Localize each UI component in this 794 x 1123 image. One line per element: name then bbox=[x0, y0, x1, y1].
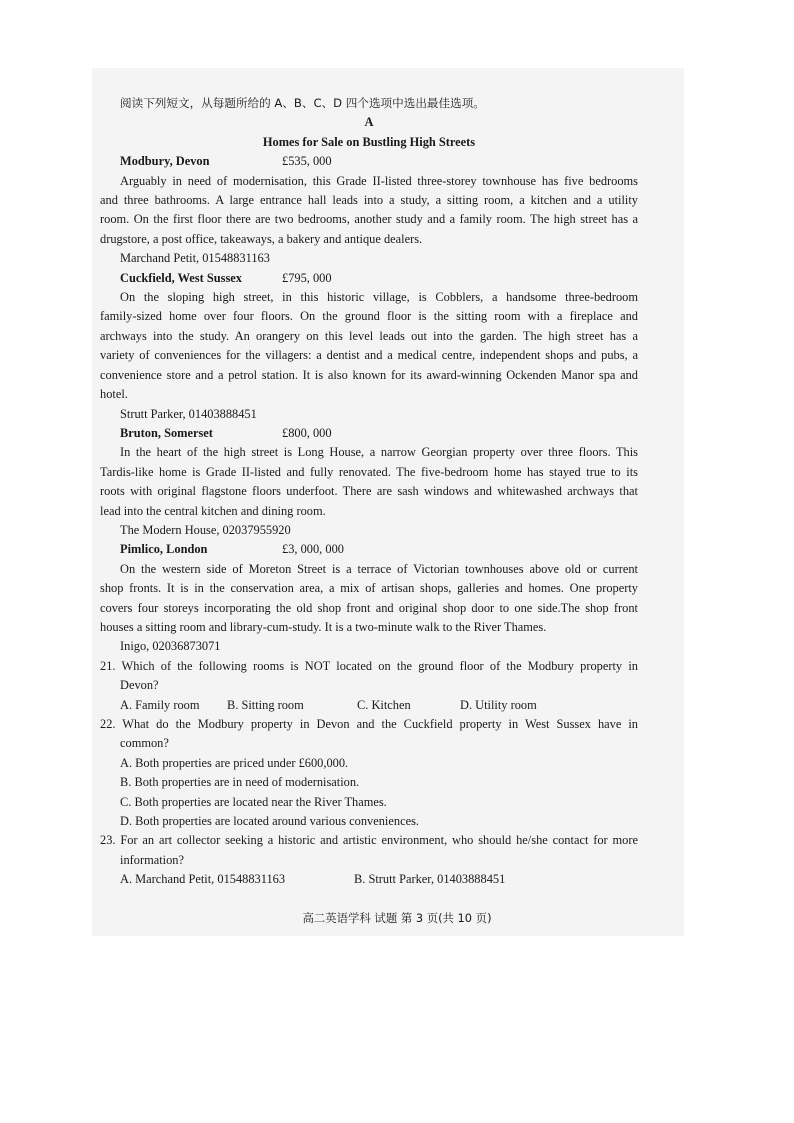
page-footer: 高二英语学科 试题 第 3 页(共 10 页) bbox=[302, 911, 492, 925]
listing-price: £800, 000 bbox=[282, 425, 332, 440]
listing-description bbox=[100, 443, 638, 521]
question-stem: 21. Which of the following rooms is NOT located on the ground floor of the Modbury property in bbox=[100, 658, 638, 673]
text-line: shop fronts. It is in the conservation area, a mix of artisan shops, galleries and homes. One property bbox=[100, 581, 638, 596]
listing-heading bbox=[100, 424, 638, 443]
text-line: variety of conveniences for the villagers: a dentist and a medical centre, independent shops and pubs, a bbox=[100, 348, 638, 363]
text-line: Tardis-like home is Grade II-listed and fully renovated. The five-bedroom home has stayed true to its bbox=[100, 464, 638, 479]
option-c[interactable]: C. Both properties are located near the River Thames. bbox=[120, 794, 387, 809]
option-a[interactable]: A. Marchand Petit, 01548831163 bbox=[120, 872, 286, 887]
listing-contact: Inigo, 02036873071 bbox=[120, 639, 221, 654]
question-options-row bbox=[100, 696, 638, 715]
option-b[interactable]: B. Both properties are in need of modernisation. bbox=[120, 775, 360, 790]
listing-heading bbox=[100, 152, 638, 171]
option-b[interactable]: B. Strutt Parker, 01403888451 bbox=[354, 872, 506, 887]
question-options-row bbox=[100, 870, 638, 889]
question-stem-cont: common? bbox=[120, 736, 169, 751]
text-line: drugstore, a post office, takeaways, a bakery and antique dealers. bbox=[100, 231, 423, 246]
option-c[interactable]: C. Kitchen bbox=[357, 697, 411, 712]
listing-heading bbox=[100, 269, 638, 288]
option-a[interactable]: A. Both properties are priced under £600,000. bbox=[120, 755, 349, 770]
listing-price: £3, 000, 000 bbox=[282, 542, 344, 557]
listing-price: £795, 000 bbox=[282, 270, 332, 285]
option-d[interactable]: D. Utility room bbox=[460, 697, 537, 712]
listing-contact: The Modern House, 02037955920 bbox=[120, 522, 291, 537]
text-line: lead into the central kitchen and dining room. bbox=[100, 503, 326, 518]
text-line: covers four storeys incorporating the old shop front and original shop door to one side.The shop front bbox=[100, 600, 638, 615]
text-line: In the heart of the high street is Long House, a narrow Georgian property over three floors. This bbox=[120, 445, 638, 460]
listing-heading bbox=[100, 540, 638, 559]
listing-location: Pimlico, London bbox=[120, 542, 208, 557]
listing-description bbox=[100, 172, 638, 250]
text-line: On the western side of Moreton Street is a terrace of Victorian townhouses above old or current bbox=[120, 561, 638, 576]
text-line: On the sloping high street, in this historic village, is Cobblers, a handsome three-bedroom bbox=[120, 290, 638, 305]
text-line: and three bathrooms. A large entrance hall leads into a study, a sitting room, a kitchen and a utility bbox=[100, 193, 638, 208]
text-line: roots with original flagstone floors underfoot. There are sash windows and whitewashed archways that bbox=[100, 484, 638, 499]
text-line: Arguably in need of modernisation, this Grade II-listed three-storey townhouse has five bedrooms bbox=[120, 173, 638, 188]
question-stem-cont: Devon? bbox=[120, 678, 159, 693]
listing-location: Modbury, Devon bbox=[120, 154, 210, 169]
listing-location: Cuckfield, West Sussex bbox=[120, 270, 242, 285]
option-a[interactable]: A. Family room bbox=[120, 697, 200, 712]
listing-location: Bruton, Somerset bbox=[120, 425, 213, 440]
question-stem: 23. For an art collector seeking a historic and artistic environment, who should he/she contact for more bbox=[100, 833, 638, 848]
passage-title: Homes for Sale on Bustling High Streets bbox=[262, 134, 476, 149]
option-b[interactable]: B. Sitting room bbox=[227, 697, 304, 712]
text-line: room. On the first floor there are two bedrooms, another study and a family room. The high street has a bbox=[100, 212, 638, 227]
text-line: hotel. bbox=[100, 387, 128, 402]
listing-contact: Strutt Parker, 01403888451 bbox=[120, 406, 257, 421]
listing-price: £535, 000 bbox=[282, 154, 332, 169]
text-line: convenience store and a petrol station. It is also known for its award-winning Ockenden Manor spa and bbox=[100, 367, 638, 382]
text-line: houses a sitting room and library-cum-study. It is a two-minute walk to the River Thames. bbox=[100, 619, 547, 634]
text-line: archways into the study. An orangery on this level leads out into the garden. The high street has a bbox=[100, 328, 638, 343]
listing-description bbox=[100, 560, 638, 638]
option-d[interactable]: D. Both properties are located around various conveniences. bbox=[120, 814, 419, 829]
text-line: family-sized home over four floors. On the ground floor is the sitting room with a fireplace and bbox=[100, 309, 638, 324]
question-stem: 22. What do the Modbury property in Devon and the Cuckfield property in West Sussex have in bbox=[100, 717, 638, 731]
listing-contact: Marchand Petit, 01548831163 bbox=[120, 251, 270, 266]
section-letter: A bbox=[364, 115, 374, 130]
listing-description bbox=[100, 288, 638, 404]
exam-page-content bbox=[100, 94, 638, 890]
instructions: 阅读下列短文，从每题所给的 A、B、C、D 四个选项中选出最佳选项。 bbox=[120, 96, 485, 110]
question-stem-cont: information? bbox=[120, 852, 184, 867]
